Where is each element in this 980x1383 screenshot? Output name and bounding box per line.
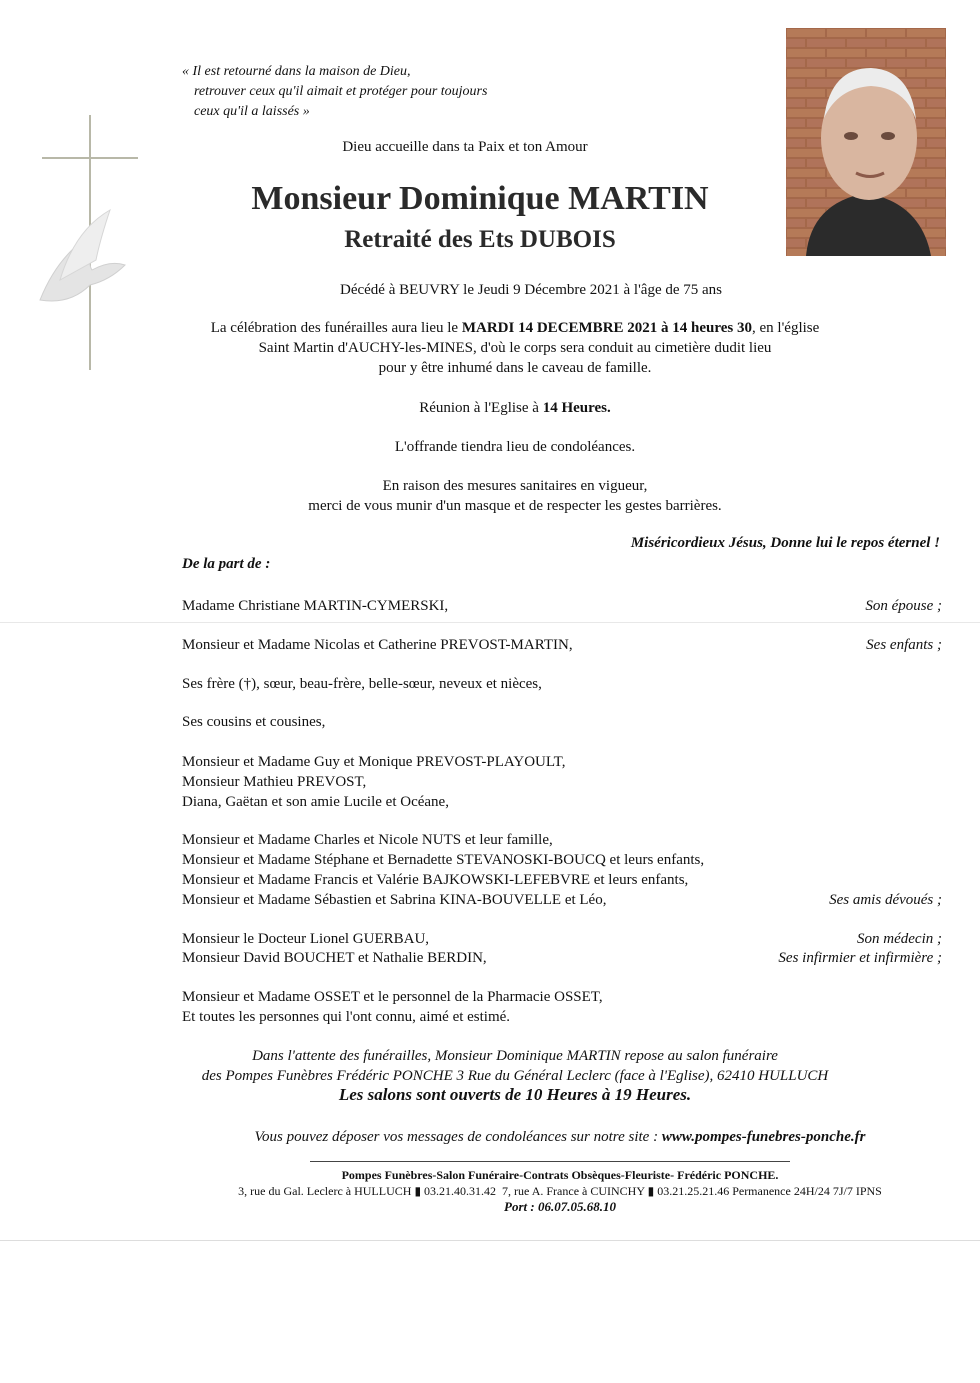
condolences-line: Vous pouvez déposer vos messages de condoléances sur notre site : www.pompes-funebres-ponche.fr [254, 1129, 866, 1145]
offering-line: L'offrande tiendra lieu de condoléances. [394, 439, 636, 455]
page-bottom-line [0, 1240, 980, 1241]
phone-icon: ▮ [414, 1184, 422, 1198]
footer-company: Pompes Funèbres-Salon Funéraire-Contrats Obsèques-Fleuriste- Frédéric PONCHE. [341, 1168, 779, 1182]
family-row: Monsieur et Madame Charles et Nicole NUTS et leur famille, Monsieur et Madame Stéphane et Bernadette STEVANOSKI-BOUCQ et leurs enfants, Monsieur et Madame Francis et Valérie BAJKOWSKI-LEFEBVRE et leurs enfants, Monsieur et Madame Sébastien et Sabrina KINA-BOUVELLE et Léo, Ses amis dévoués ; [182, 832, 942, 908]
rest-notice: Dans l'attente des funérailles, Monsieur Dominique MARTIN repose au salon funéraire des Pompes Funèbres Frédéric PONCHE 3 Rue du Général Leclerc (face à l'Eglise), 62410 HULLUCH [201, 1048, 829, 1084]
prayer-line: Miséricordieux Jésus, Donne lui le repos éternel ! [630, 535, 940, 551]
family-row: Ses cousins et cousines, [182, 714, 326, 730]
website-link[interactable]: www.pompes-funebres-ponche.fr [661, 1129, 866, 1145]
footer-addresses: 3, rue du Gal. Leclerc à HULLUCH ▮ 03.21.40.31.42 7, rue A. France à CUINCHY ▮ 03.21.25.21.46 Permanence 24H/24 7J/7 IPNS [238, 1184, 882, 1198]
family-row: Monsieur le Docteur Lionel GUERBAU, Son médecin ; [182, 931, 942, 947]
family-row: Monsieur et Madame Nicolas et Catherine PREVOST-MARTIN, Ses enfants ; [182, 637, 942, 653]
family-row: Monsieur David BOUCHET et Nathalie BERDIN, Ses infirmier et infirmière ; [182, 950, 942, 966]
death-notice: Décédé à BEUVRY le Jeudi 9 Décembre 2021 à l'âge de 75 ans [340, 282, 723, 298]
epigraph-quote: « Il est retourné dans la maison de Dieu, retrouver ceux qu'il aimait et protéger pour toujours ceux qu'il a laissés » [182, 64, 488, 119]
portrait-photo [786, 28, 946, 256]
sanitary-notice: En raison des mesures sanitaires en vigueur, merci de vous munir d'un masque et de respecter les gestes barrières. [308, 478, 722, 514]
page-fold-line [0, 622, 980, 623]
phone-icon: ▮ [647, 1184, 655, 1198]
from-label: De la part de : [182, 556, 271, 572]
cross-dove-icon [30, 110, 150, 375]
reunion-line: Réunion à l'Eglise à 14 Heures. [419, 400, 611, 416]
footer-divider [310, 1161, 790, 1162]
ceremony-details: La célébration des funérailles aura lieu le MARDI 14 DECEMBRE 2021 à 14 heures 30, en l'église Saint Martin d'AUCHY-les-MINES, d'où le corps sera conduit au cimetière dudit lieu pour y être inhumé dans le caveau de famille. [210, 320, 820, 376]
footer-mobile: Port : 06.07.05.68.10 [504, 1199, 616, 1214]
family-row: Madame Christiane MARTIN-CYMERSKI, Son épouse ; [182, 598, 942, 614]
family-row: Ses frère (†), sœur, beau-frère, belle-sœur, neveux et nièces, [182, 676, 542, 692]
deceased-title: Retraité des Ets DUBOIS [344, 226, 616, 253]
family-row: Monsieur et Madame Guy et Monique PREVOST-PLAYOULT, Monsieur Mathieu PREVOST, Diana, Gaëtan et son amie Lucile et Océane, [182, 754, 566, 810]
deceased-name: Monsieur Dominique MARTIN [251, 180, 709, 217]
blessing-line: Dieu accueille dans ta Paix et ton Amour [342, 139, 588, 155]
opening-hours: Les salons sont ouverts de 10 Heures à 19 Heures. [338, 1085, 692, 1104]
family-row: Monsieur et Madame OSSET et le personnel de la Pharmacie OSSET, Et toutes les personnes qui l'ont connu, aimé et estimé. [182, 989, 603, 1025]
